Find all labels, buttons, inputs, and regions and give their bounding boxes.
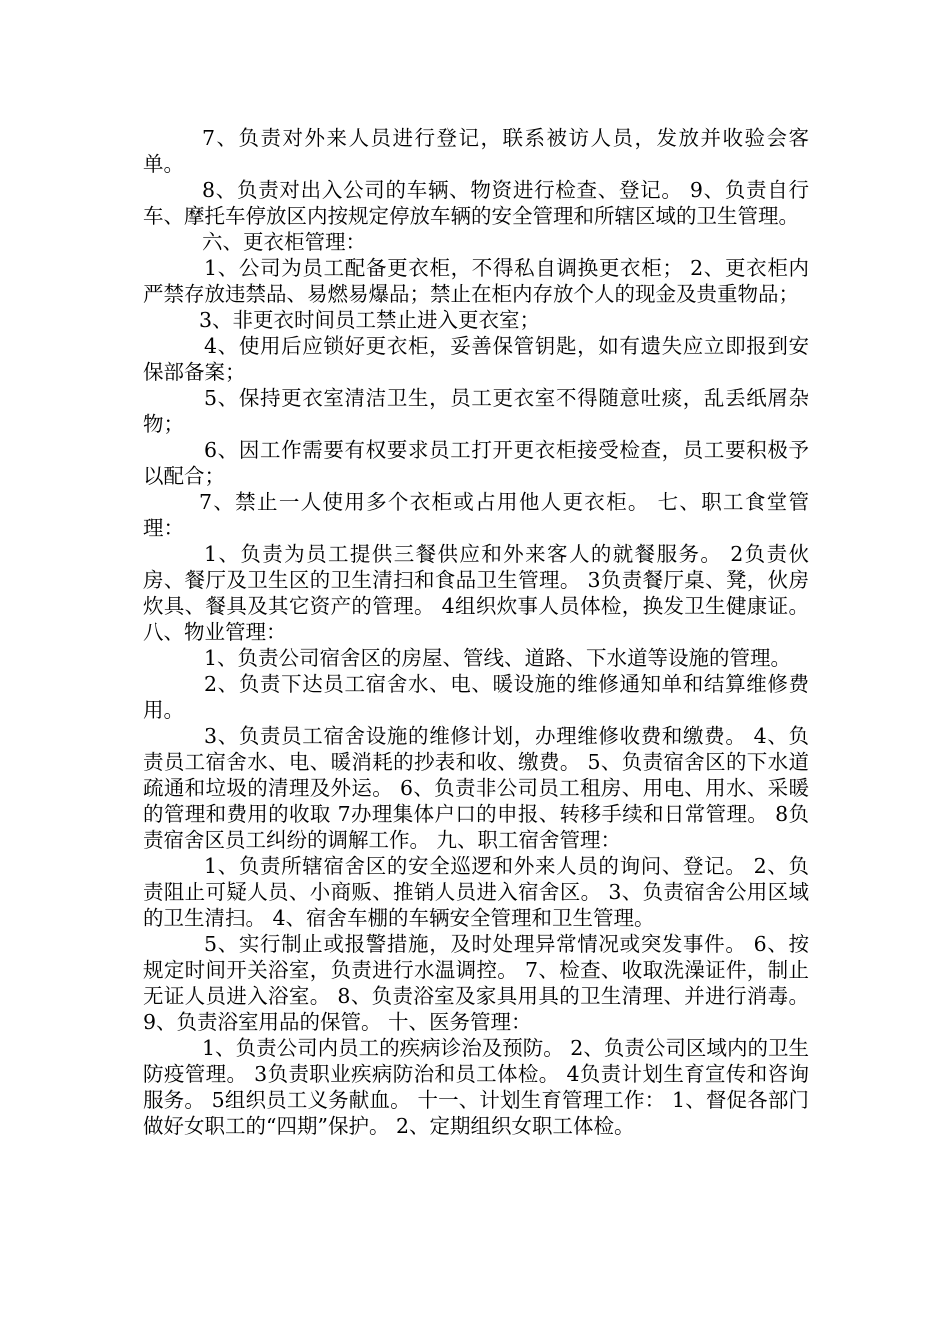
paragraph: 8、负责对出入公司的车辆、物资进行检查、登记。 9、负责自行车、摩托车停放区内按规定停放车辆的安全管理和所辖区域的卫生管理。 [143, 178, 809, 228]
paragraph: 1、负责所辖宿舍区的安全巡逻和外来人员的询问、登记。 2、负责阻止可疑人员、小商贩、推销人员进入宿舍区。 3、负责宿舍公用区域的卫生清扫。 4、宿舍车棚的车辆安全管理和卫生管理。 [143, 854, 809, 930]
paragraph: 6、因工作需要有权要求员工打开更衣柜接受检查，员工要积极予以配合； [143, 438, 809, 488]
paragraph: 1、公司为员工配备更衣柜，不得私自调换更衣柜； 2、更衣柜内严禁存放违禁品、易燃易爆品；禁止在柜内存放个人的现金及贵重物品； [143, 256, 809, 306]
paragraph: 1、负责公司宿舍区的房屋、管线、道路、下水道等设施的管理。 [204, 646, 792, 670]
paragraph: 3、负责员工宿舍设施的维修计划，办理维修收费和缴费。 4、负责员工宿舍水、电、暖消耗的抄表和收、缴费。 5、负责宿舍区的下水道疏通和垃圾的清理及外运。 6、负责非公司员工租房、用电、用水、采暖的管理和费用的收取 7办理集体户口的申报、转移手续和日常管理。 8负责宿舍区员工纠纷的调解工作。 九、职工宿舍管理： [143, 724, 809, 852]
paragraph: 1、负责为员工提供三餐供应和外来客人的就餐服务。 2负责伙房、餐厅及卫生区的卫生清扫和食品卫生管理。 3负责餐厅桌、凳，伙房炊具、餐具及其它资产的管理。 4组织炊事人员体检，换发卫生健康证。 八、物业管理： [143, 542, 809, 644]
section-heading: 六、更衣柜管理： [202, 230, 366, 254]
paragraph: 4、使用后应锁好更衣柜，妥善保管钥匙，如有遗失应立即报到安保部备案； [143, 334, 809, 384]
paragraph: 7、负责对外来人员进行登记，联系被访人员，发放并收验会客单。 [143, 126, 809, 176]
paragraph: 2、负责下达员工宿舍水、电、暖设施的维修通知单和结算维修费用。 [143, 672, 809, 722]
document-body [143, 125, 809, 1139]
paragraph: 7、禁止一人使用多个衣柜或占用他人更衣柜。 七、职工食堂管理： [143, 490, 809, 540]
paragraph: 3、非更衣时间员工禁止进入更衣室； [199, 308, 541, 332]
paragraph: 5、实行制止或报警措施，及时处理异常情况或突发事件。 6、按规定时间开关浴室，负责进行水温调控。 7、检查、收取洗澡证件，制止无证人员进入浴室。 8、负责浴室及家具用具的卫生清理、并进行消毒。 9、负责浴室用品的保管。 十、医务管理： [143, 932, 809, 1034]
paragraph: 5、保持更衣室清洁卫生，员工更衣室不得随意吐痰，乱丢纸屑杂物； [143, 386, 809, 436]
paragraph: 1、负责公司内员工的疾病诊治及预防。 2、负责公司区域内的卫生防疫管理。 3负责职业疾病防治和员工体检。 4负责计划生育宣传和咨询服务。 5组织员工义务献血。 十一、计划生育管理工作： 1、督促各部门做好女职工的“四期”保护。 2、定期组织女职工体检。 [143, 1036, 809, 1138]
